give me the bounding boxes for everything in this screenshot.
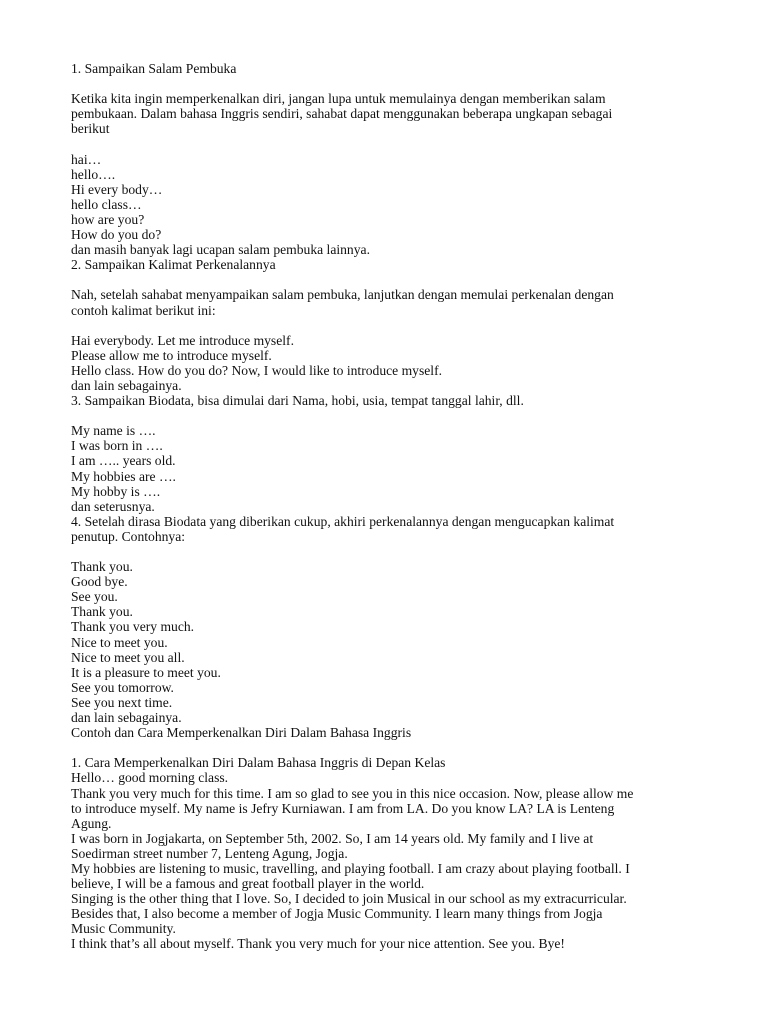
- text-line: Agung.: [71, 815, 112, 831]
- text-line: I was born in Jogjakarta, on September 5th, 2002. So, I am 14 years old. My family and I live at: [71, 830, 594, 846]
- text-line: Hello… good morning class.: [71, 770, 229, 786]
- text-line: Besides that, I also become a member of Jogja Music Community. I learn many things from Jogja: [71, 906, 603, 922]
- text-line: pembukaan. Dalam bahasa Inggris sendiri, sahabat dapat menggunakan beberapa ungkapan sebagai: [71, 106, 613, 122]
- text-line: Soedirman street number 7, Lenteng Agung, Jogja.: [71, 845, 348, 861]
- text-line: dan lain sebagainya.: [71, 377, 182, 393]
- text-line: berikut: [71, 121, 110, 137]
- text-line: 3. Sampaikan Biodata, bisa dimulai dari Nama, hobi, usia, tempat tanggal lahir, dll.: [71, 393, 524, 409]
- text-line: I am ….. years old.: [71, 453, 176, 469]
- text-line: Ketika kita ingin memperkenalkan diri, jangan lupa untuk memulainya dengan memberikan salam: [71, 91, 606, 107]
- text-line: how are you?: [71, 211, 145, 227]
- text-line: Hello class. How do you do? Now, I would like to introduce myself.: [71, 362, 442, 378]
- text-line: Hai everybody. Let me introduce myself.: [71, 332, 294, 348]
- text-line: 4. Setelah dirasa Biodata yang diberikan cukup, akhiri perkenalannya dengan mengucapkan kalimat: [71, 513, 615, 529]
- text-line: I was born in ….: [71, 438, 163, 454]
- text-line: Please allow me to introduce myself.: [71, 347, 272, 363]
- text-line: dan masih banyak lagi ucapan salam pembuka lainnya.: [71, 242, 370, 258]
- text-line: My hobbies are ….: [71, 468, 176, 484]
- text-line: See you.: [71, 589, 118, 605]
- text-line: dan seterusnya.: [71, 498, 155, 514]
- blank-line: [71, 76, 728, 91]
- text-line: See you next time.: [71, 694, 173, 710]
- blank-line: [71, 318, 728, 333]
- text-line: Nice to meet you all.: [71, 649, 185, 665]
- blank-line: [71, 136, 728, 151]
- text-line: Thank you.: [71, 559, 133, 575]
- text-line: penutup. Contohnya:: [71, 528, 186, 544]
- text-line: believe, I will be a famous and great football player in the world.: [71, 876, 425, 892]
- text-line: dan lain sebagainya.: [71, 710, 182, 726]
- text-line: Nah, setelah sahabat menyampaikan salam pembuka, lanjutkan dengan memulai perkenalan dengan: [71, 287, 614, 303]
- text-line: Good bye.: [71, 574, 128, 590]
- text-line: hai…: [71, 151, 102, 167]
- text-line: hello class…: [71, 196, 142, 212]
- blank-line: [71, 740, 728, 755]
- blank-line: [71, 272, 728, 287]
- text-line: 1. Sampaikan Salam Pembuka: [71, 61, 237, 76]
- text-line: Music Community.: [71, 921, 176, 937]
- text-line: Nice to meet you.: [71, 634, 168, 650]
- text-line: hello….: [71, 166, 116, 182]
- text-line: to introduce myself. My name is Jefry Kurniawan. I am from LA. Do you know LA? LA is Lenteng: [71, 800, 615, 816]
- text-line: How do you do?: [71, 227, 162, 243]
- text-line: contoh kalimat berikut ini:: [71, 302, 216, 318]
- blank-line: [71, 408, 728, 423]
- text-line: Contoh dan Cara Memperkenalkan Diri Dalam Bahasa Inggris: [71, 725, 412, 741]
- text-line: 2. Sampaikan Kalimat Perkenalannya: [71, 257, 276, 273]
- text-line: It is a pleasure to meet you.: [71, 664, 221, 680]
- text-line: Singing is the other thing that I love. So, I decided to join Musical in our school as my extracurricular.: [71, 891, 627, 907]
- text-line: Hi every body…: [71, 181, 163, 197]
- text-line: Thank you.: [71, 604, 133, 620]
- text-line: I think that’s all about myself. Thank you very much for your nice attention. See you. Bye!: [71, 936, 565, 952]
- blank-line: [71, 544, 728, 559]
- text-line: 1. Cara Memperkenalkan Diri Dalam Bahasa Inggris di Depan Kelas: [71, 755, 446, 771]
- text-line: See you tomorrow.: [71, 679, 174, 695]
- text-line: My hobbies are listening to music, travelling, and playing football. I am crazy about playing football. I: [71, 860, 630, 876]
- text-line: Thank you very much for this time. I am so glad to see you in this nice occasion. Now, please allow me: [71, 785, 634, 801]
- text-line: My name is ….: [71, 423, 156, 439]
- text-line: My hobby is ….: [71, 483, 161, 499]
- text-line: Thank you very much.: [71, 619, 195, 635]
